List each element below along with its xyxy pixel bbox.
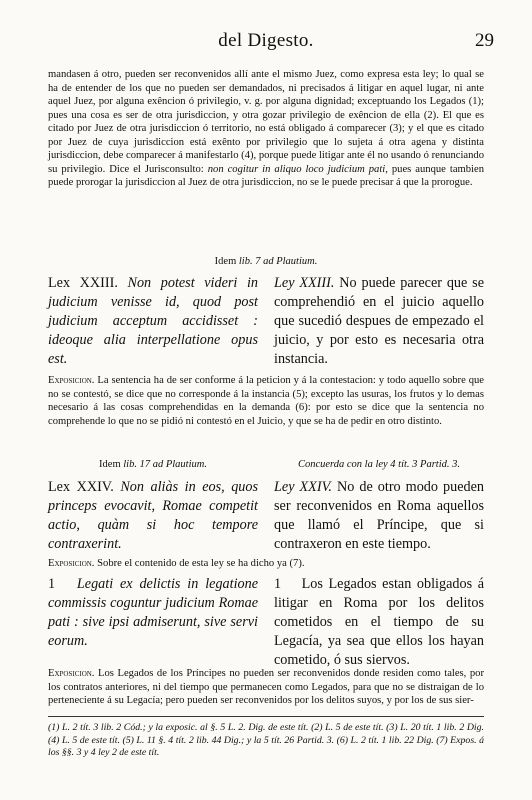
exposicion-label: Exposicion. — [48, 558, 95, 569]
exposicion-1 — [48, 374, 484, 428]
lex24-source-left: Idem lib. 17 ad Plautium. — [99, 459, 207, 470]
lex24-paragraph-1 — [48, 575, 484, 670]
lex24-p1-latin — [48, 575, 258, 670]
running-title: del Digesto. — [218, 30, 314, 51]
lex23-latin-label: Lex XXIII. — [48, 275, 118, 291]
lex24-spanish-label: Ley XXIV. — [274, 479, 332, 495]
footnotes: (1) L. 2 tít. 3 lib. 2 Cód.; y la exposic. al §. 5 L. 2. Dig. de este tít. (2) L. 5 de este tít. (3) L. 20 tít. 1 lib. 2 Dig. (4) L. 5 de este tít. (5) L. 11 §. 4 tít. 2 lib. 44 Dig.; y la 5 tít. 26 Partid. 3. (6) L. 2 tít. 1 lib. 22 Dig. (7) Expos. á los §§. 3 y 4 ley 2 de este tít. — [48, 722, 484, 758]
lex23-spanish-text: No puede parecer que se comprehendió en el juicio aquello que sucedió despues de empezado el juicio, y por esto es necesaria otra instancia. — [274, 275, 484, 367]
lex24-columns — [48, 478, 484, 554]
exposicion-label: Exposicion. — [48, 375, 95, 386]
lex23-spanish-label: Ley XXIII. — [274, 275, 335, 291]
lex24-latin-label: Lex XXIV. — [48, 479, 114, 495]
lex24-latin — [48, 478, 258, 554]
exposicion-text: Sobre el contenido de esta ley se ha dicho ya (7). — [97, 558, 305, 569]
lex23-latin — [48, 274, 258, 369]
lex24-latin-text: Non aliàs in eos, quos princeps evocavit, Romae competit actio, quàm si hoc tempore contraxerint. — [48, 479, 259, 552]
lex24-spanish-text: No de otro modo pueden ser reconvenidos en Roma aquellos que llamó el Príncipe, que si contraxeron en este tiempo. — [274, 479, 484, 552]
intro-paragraph — [48, 68, 484, 190]
source-reference-lex24 — [48, 459, 484, 470]
footnote-divider — [48, 716, 484, 717]
lex24-p1-spanish — [274, 575, 484, 670]
lex24-concordance: Concuerda con la ley 4 tít. 3 Partid. 3. — [297, 459, 461, 470]
lex23-latin-text: Non potest videri in judicium venisse id, quod post judicium acceptum accidisset : ideoque alia interpellatione opus est. — [48, 275, 258, 367]
exposicion-text: La sentencia ha de ser conforme á la peticion y á la contestacion: y todo aquello sobre que no se contestó, se dice que no corresponde á la instancia (5); excepto las usuras, los frutos y lo demas necesario á las cosas comprehendidas en la demanda (6): por esto se dice que la sentencia no comprehende lo que no se pidió ni contestó en el Juicio, y que se ha de pedir en otro distinto. — [48, 375, 484, 427]
intro-text: mandasen á otro, pueden ser reconvenidos allí ante el mismo Juez, como expresa esta ley; lo qual se ha de entender de los que no pueden ser demandados, ni precisados á litigar en aquel lugar, ni ante aquel Juez, por alguna exêncion ó privilegio, v. g. por alguna dignidad; exceptuando los Legados (1); pues una cosa es ser de otra jurisdiccion, y otra gozar privilegio de exêncion de ella (2). El que es citado por Juez de otra jurisdiccion ó territorio, no está obligado á comparecer (3); y el que es citado por Juez de cuya jurisdiccion está exênto por privilegio que lo sujeta á otra agena y distinta jurisdiccion, debe comparecer á manifestarlo (4), porque puede litigar ante él no usando ó renunciando su privilegio. Dice el Jurisconsulto: — [48, 69, 484, 175]
paragraph-number: 1 — [274, 576, 282, 592]
lex24-p1-spanish-text: Los Legados estan obligados á litigar en Roma por los delitos cometidos en el tiempo de su Legacía, ya sea que ellos los hayan cometido, ó sus siervos. — [274, 576, 484, 668]
lex24-spanish — [274, 478, 484, 554]
exposicion-2 — [48, 557, 484, 571]
exposicion-label: Exposicion. — [48, 668, 95, 679]
lex23-columns — [48, 274, 484, 369]
source-reference-lex23: Idem lib. 7 ad Plautium. — [214, 256, 318, 267]
lex23-spanish — [274, 274, 484, 369]
page-header — [0, 30, 532, 54]
intro-latin-quote: non cogitur in aliquo loco judicium pati — [207, 163, 386, 175]
exposicion-text: Los Legados de los Príncipes no pueden ser reconvenidos donde residen como tales, por los contratos anteriores, ni del tiempo que permanecen como Legados, para que no se distraigan de lo perteneciente á su Legacía; pero pueden ser reconvenidos por los delitos suyos, y por los de sus sier- — [48, 668, 484, 706]
intro-tail: , pues aunque tambien puede prorogar la jurisdiccion al Juez de otra jurisdiccion, no se le puede precisar á que la prorogue. — [48, 163, 484, 188]
exposicion-3 — [48, 667, 484, 708]
lex24-p1-latin-text: Legati ex delictis in legatione commissis coguntur judicium Romae pati : sive ipsi admiserunt, sive servi eorum. — [48, 576, 258, 649]
page-number: 29 — [475, 30, 494, 51]
paragraph-number: 1 — [48, 576, 56, 592]
